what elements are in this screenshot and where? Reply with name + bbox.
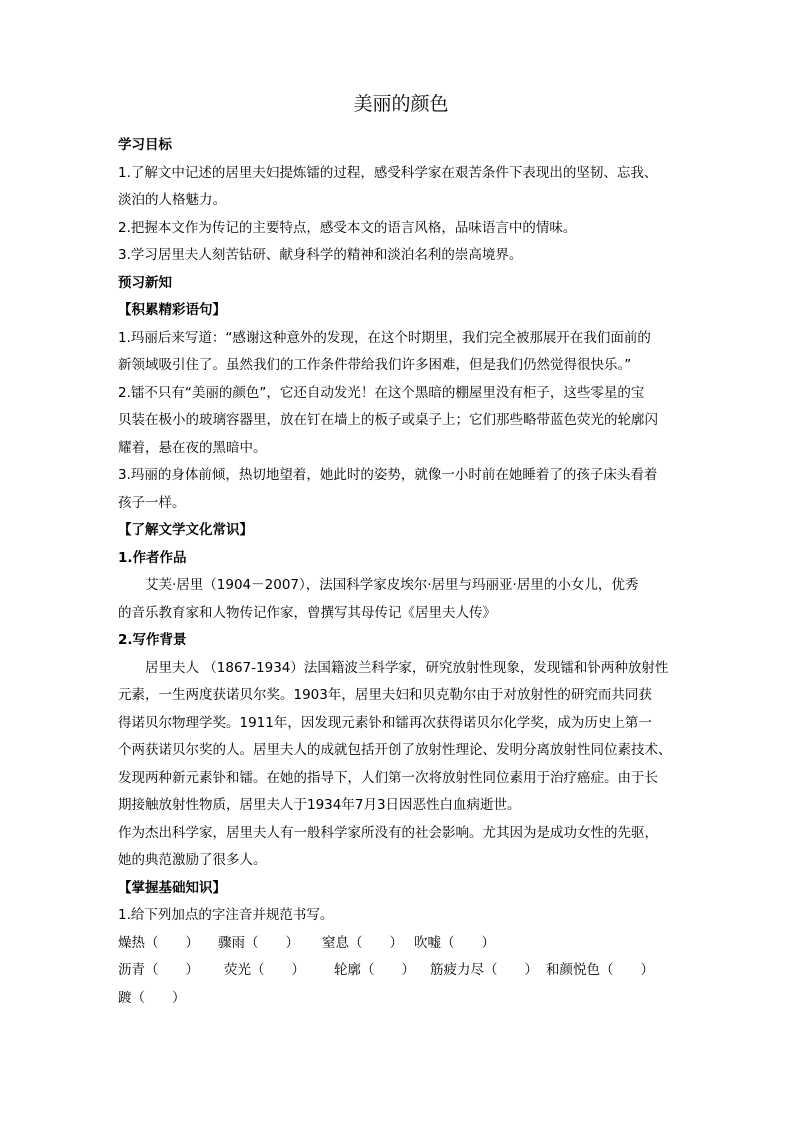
background-line: 个两获诺贝尔奖的人。居里夫人的成就包括开创了放射性理论、发明分离放射性同位素技术、 (118, 742, 672, 758)
goal-line: 1.了解文中记述的居里夫妇提炼镭的过程，感受科学家在艰苦条件下表现出的坚韧、忘我、 (118, 164, 658, 181)
pinyin-item: 燥热（ ） (118, 934, 199, 951)
goal-line: 3.学习居里夫人刻苦钻研、献身科学的精神和淡泊名利的崇高境界。 (118, 247, 523, 263)
background-line: 元素，一生两度获诺贝尔奖。1903年，居里夫妇和贝克勒尔由于对放射性的研究而共同获 (118, 687, 652, 703)
pinyin-item: 和颜悦色（ ） (546, 962, 654, 978)
background-line: 得诺贝尔物理学奖。1911年，因发现元素钋和镭再次获得诺贝尔化学奖，成为历史上第一 (118, 714, 652, 731)
goal-line: 2.把握本文作为传记的主要特点，感受本文的语言风格，品味语言中的情味。 (118, 219, 577, 236)
document-page (118, 92, 684, 1012)
pinyin-item: 骤雨（ ） (218, 934, 299, 951)
phrases-heading: 【积累精彩语句】 (118, 302, 226, 318)
preview-heading: 预习新知 (118, 274, 172, 291)
background-line: 居里夫人 （1867-1934）法国籍波兰科学家，研究放射性现象，发现镭和钋两种放射性 (145, 659, 669, 676)
background-line: 期接触放射性物质，居里夫人于1934年7月3日因恶性白血病逝世。 (118, 797, 521, 813)
pinyin-item: 荧光（ ） (224, 962, 305, 978)
pinyin-item: 窒息（ ） (322, 934, 403, 951)
pinyin-item: 轮廓（ ） (334, 962, 415, 978)
question-text: 1.给下列加点的字注音并规范书写。 (118, 907, 334, 923)
background-line: 作为杰出科学家，居里夫人有一般科学家所没有的社会影响。尤其因为是成功女性的先驱， (118, 824, 658, 841)
pinyin-row (118, 930, 684, 958)
phrase-line: 3.玛丽的身体前倾，热切地望着，她此时的姿势，就像一小时前在她睡着了的孩子床头看着 (118, 467, 658, 483)
author-heading: 1.作者作品 (118, 549, 187, 566)
basics-heading: 【掌握基础知识】 (118, 879, 226, 896)
phrase-line: 1.玛丽后来写道：“感谢这种意外的发现，在这个时期里，我们完全被那展开在我们面前的 (118, 329, 651, 346)
background-line: 发现两种新元素钋和镭。在她的指导下，人们第一次将放射性同位素用于治疗癌症。由于长 (118, 769, 658, 786)
pinyin-row (118, 985, 684, 1013)
pinyin-item: 吹嘘（ ） (414, 934, 495, 951)
pinyin-item: 沥青（ ） (118, 962, 199, 978)
phrase-line: 新领域吸引住了。虽然我们的工作条件带给我们许多困难，但是我们仍然觉得很快乐。” (118, 357, 632, 373)
author-line: 的音乐教育家和人物传记作家，曾撰写其母传记《居里夫人传》 (118, 604, 496, 621)
goal-line: 淡泊的人格魅力。 (118, 192, 226, 208)
author-line: 艾芙·居里（1904－2007），法国科学家皮埃尔·居里与玛丽亚·居里的小女儿，优秀 (145, 577, 639, 593)
background-heading: 2.写作背景 (118, 632, 187, 648)
page-title: 美丽的颜色 (353, 93, 449, 115)
culture-heading: 【了解文学文化常识】 (118, 522, 253, 538)
pinyin-item: 筋疲力尽（ ） (430, 962, 538, 978)
phrase-line: 贝装在极小的玻璃容器里，放在钉在墙上的板子或桌子上；它们那些略带蓝色荧光的轮廓闪 (118, 412, 658, 428)
phrase-line: 孩子一样。 (118, 494, 186, 511)
background-line: 她的典范激励了很多人。 (118, 852, 267, 868)
goals-heading: 学习目标 (118, 137, 172, 153)
pinyin-row (118, 957, 684, 985)
phrase-line: 2.镭不只有“美丽的颜色”，它还自动发光！在这个黑暗的棚屋里没有柜子，这些零星的宝 (118, 384, 645, 401)
pinyin-item: 踱（ ） (118, 989, 186, 1006)
phrase-line: 耀着，悬在夜的黑暗中。 (118, 439, 267, 456)
